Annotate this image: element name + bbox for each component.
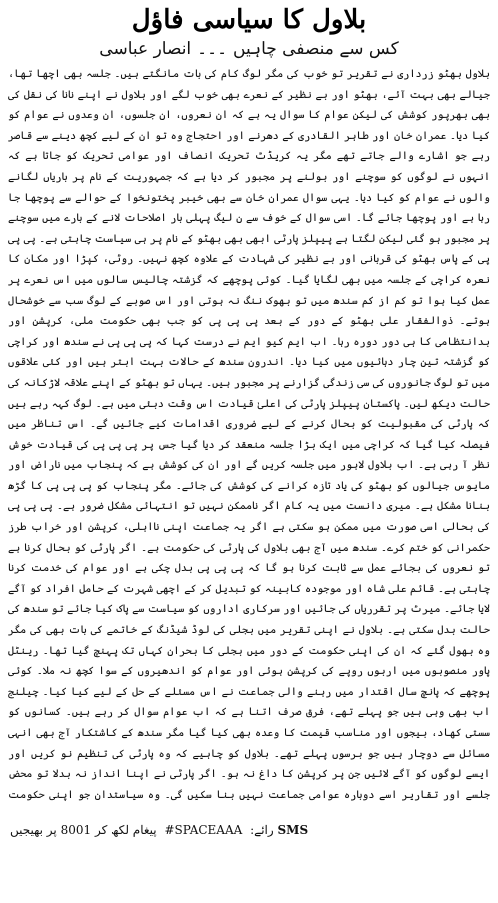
subtitle-separator: ۔۔۔ [197, 39, 228, 59]
article-subheadline [6, 38, 492, 60]
sms-footer [6, 820, 492, 840]
sms-instruction: پیغام لکھ کر 8001 پر بھیجیں [10, 823, 157, 837]
article-subtitle: کس سے منصفی چاہیں [233, 39, 399, 59]
article-body: بلاول بھٹو زرداری نے تقریر تو خوب کی مگر لوگ کام کی بات مانگتے ہیں۔ جلسہ بھی اچھا تھا، جیالے بھی بہت آئے، بھٹو اور بے نظیر کے نعرے بھی خوب لگے اور بلاول نے اپنے نانا کی نقل کی بھی بھرپور کوشش کی لیکن عوام کا سوال یہ ہے کہ ان نعروں، ان جلسوں، ان وعدوں نے عوام کو کیا دیا۔ عمران خان اور طاہر القادری کے دھرنے اور احتجاج وہ تو ان کے لیے کچھ دینے سے قاصر رہے جو اشارے والے جاتے تھے مگر یہ کریڈٹ تحریک انصاف اور عوامی تحریک کو جاتا ہے کہ انہوں نے لوگوں کو سوچنے اور بولنے پر مجبور کر دیا ہے کہ جمہوریت کے نام پر باریاں لگانے والوں نے عوام کو کیا دیا۔ یہی سوال عمران خان سے بھی خیبر پختونخوا کے حوالے سے پوچھا جا رہا ہے اور پوچھا جائے گا۔ اسی سوال کے خوف سے ن لیگ پہلی بار اصلاحات لانے کے بارے میں سوچنے پر مجبور ہو گئی لیکن لگتا ہے پیپلز پارٹی ابھی بھی بھٹو کے نام پر ہی سیاست چاہتی ہے۔ پی پی پی کے پاس بھٹو کی قربانی اور بے نظیر کی شہادت کے علاوہ کچھ نہیں۔ روٹی، کپڑا اور مکان کا نعرہ کراچی کے جلسہ میں بھی لگایا گیا۔ کوئی پوچھے کہ گزشتہ چالیس سالوں میں اس نعرے پر عمل کیا ہوا تو کم از کم سندھ میں تو بھوک ننگ نہ ہوتی اور اس صوبے کے لوگ سب سے خوشحال ہوتے۔ ذوالفقار علی بھٹو کے دور کے بعد پی پی پی کو جب بھی حکومت ملی، کرپشن اور بدانتظامی کا ہی دور دورہ رہا۔ اب ایم کیو ایم نے درست کہا کہ پی پی پی نے سندھ اور کراچی کو گزشتہ تین چار دہائیوں میں کیا دیا۔ اندرون سندھ کے حالات بہت ابتر ہیں اور کئی علاقوں میں تو لوگ جانوروں کی سی زندگی گزارنے پر مجبور ہیں۔ یہاں تو بھٹو کے اپنے علاقہ لاڑکانہ کی حالت دیکھ لیں۔ پاکستان پیپلز پارٹی کی اعلیٰ قیادت اس وقت دبئی میں ہے۔ لوگ کہہ رہے ہیں کہ پارٹی کی مقبولیت کو بحال کرنے کے لیے ضروری اقدامات کیے جائیں گے۔ اس تناظر میں فیصلہ کیا گیا کہ کراچی میں ایک بڑا جلسہ منعقد کر دیا گیا جس پر پی پی پی کی قیادت خوش نظر آ رہی ہے۔ اب بلاول لاہور میں جلسہ کریں گے اور ان کی کوشش ہے کہ پنجاب میں ناراض اور مایوس جیالوں کو بھٹو کی یاد تازہ کرانے کی کوشش کی جائے۔ مگر پنجاب کو پی پی پی کا گڑھ بنانا مشکل ہے۔ میری دانست میں یہ کام اگر ناممکن نہیں تو انتہائی مشکل ضرور ہے۔ پی پی پی کی بحالی اسی صورت میں ممکن ہو سکتی ہے اگر یہ جماعت اپنی نااہلی، کرپشن اور خراب طرز حکمرانی کو ختم کرے۔ سندھ میں آج بھی بلاول کی پارٹی کی حکومت ہے۔ اگر پارٹی کو بحال کرنا ہے تو نعروں کی بجائے عمل سے ثابت کرنا ہو گا کہ پی پی پی بدل چکی ہے اور عوام کی خدمت کرنا چاہتی ہے۔ قائم علی شاہ اور موجودہ کابینہ کو تبدیل کر کے اچھی شہرت کے حامل افراد کو آگے لایا جائے۔ میرٹ پر تقرریاں کی جائیں اور سرکاری اداروں کو سیاست سے پاک کیا جائے تو سندھ کی حالت بدل سکتی ہے۔ بلاول نے اپنی تقریر میں بجلی کی لوڈ شیڈنگ کے خاتمے کی بات بھی کی مگر وہ بھول گئے کہ ان کی اپنی حکومت کے دور میں بجلی کا بحران کہاں تک پہنچ گیا تھا۔ رینٹل پاور منصوبوں میں اربوں روپے کی کرپشن ہوئی اور عوام کو اندھیروں کے سوا کچھ نہ ملا۔ کوئی پوچھے کہ پانچ سال اقتدار میں رہنے والی جماعت نے اس مسئلے کے حل کے لیے کیا کیا۔ چیلنج اب بھی وہی ہیں جو پہلے تھے، فرق صرف اتنا ہے کہ اب عوام سوال کر رہے ہیں۔ کسانوں کو سستی کھاد، بیجوں اور مناسب قیمت کا وعدہ بھی کیا گیا مگر سندھ کے کاشتکار آج بھی انہی مسائل سے دوچار ہیں جو برسوں پہلے تھے۔ بلاول کو چاہیے کہ وہ پارٹی کی تنظیم نو کریں اور ایسے لوگوں کو آگے لائیں جن پر کرپشن کا داغ نہ ہو۔ اگر پارٹی نے اپنا انداز نہ بدلا تو محض جلسے اور تقاریر اسے دوبارہ عوامی جماعت نہیں بنا سکیں گی۔ وہ سیاستدان جو اپنی حکومت [8, 68, 490, 801]
article-column [6, 4, 492, 899]
article-author: انصار عباسی [99, 39, 192, 59]
sms-label: SMS [277, 823, 309, 837]
sms-code: #SPACEAAA [164, 823, 243, 837]
sms-text: رائے: [250, 823, 274, 837]
article-headline: بلاول کا سیاسی فاؤل [131, 5, 367, 35]
